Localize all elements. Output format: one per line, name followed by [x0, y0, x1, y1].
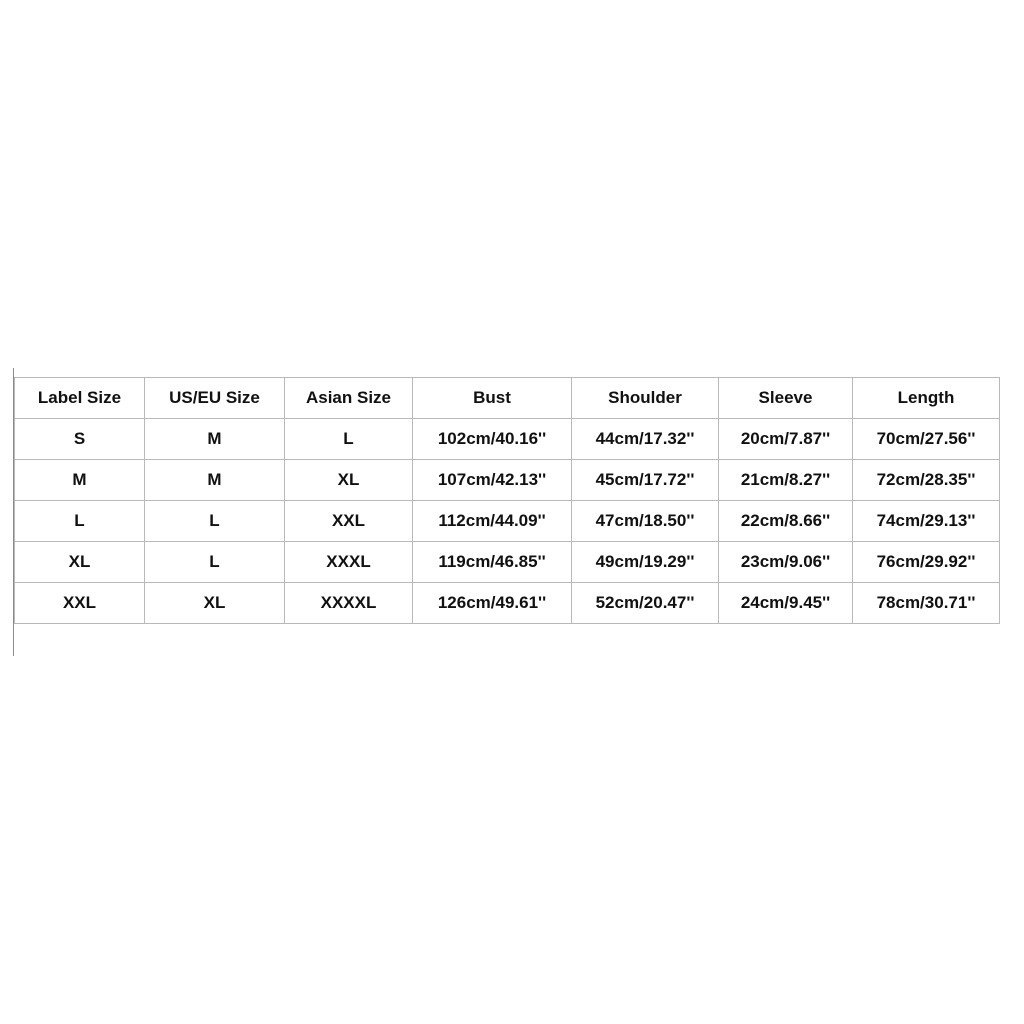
cell-length: 70cm/27.56''	[853, 419, 1000, 460]
table-row	[15, 460, 1000, 501]
cell-us-eu-size: XL	[145, 583, 285, 624]
cell-shoulder: 49cm/19.29''	[572, 542, 719, 583]
cell-sleeve: 24cm/9.45''	[719, 583, 853, 624]
header-shoulder: Shoulder	[572, 378, 719, 419]
cell-length: 74cm/29.13''	[853, 501, 1000, 542]
cell-asian-size: XXXXL	[285, 583, 413, 624]
cell-us-eu-size: L	[145, 501, 285, 542]
cell-asian-size: XXL	[285, 501, 413, 542]
header-asian-size: Asian Size	[285, 378, 413, 419]
cell-us-eu-size: L	[145, 542, 285, 583]
header-label-size: Label Size	[15, 378, 145, 419]
cell-bust: 126cm/49.61''	[413, 583, 572, 624]
cell-length: 76cm/29.92''	[853, 542, 1000, 583]
cell-us-eu-size: M	[145, 460, 285, 501]
table-row	[15, 501, 1000, 542]
header-us-eu-size: US/EU Size	[145, 378, 285, 419]
table-row	[15, 419, 1000, 460]
cell-label-size: M	[15, 460, 145, 501]
cell-sleeve: 20cm/7.87''	[719, 419, 853, 460]
table-header-row	[15, 378, 1000, 419]
cell-bust: 107cm/42.13''	[413, 460, 572, 501]
cell-label-size: XL	[15, 542, 145, 583]
cell-bust: 102cm/40.16''	[413, 419, 572, 460]
cell-length: 78cm/30.71''	[853, 583, 1000, 624]
table-row	[15, 542, 1000, 583]
table-row	[15, 583, 1000, 624]
cell-sleeve: 22cm/8.66''	[719, 501, 853, 542]
cell-sleeve: 23cm/9.06''	[719, 542, 853, 583]
cell-shoulder: 44cm/17.32''	[572, 419, 719, 460]
cell-shoulder: 47cm/18.50''	[572, 501, 719, 542]
cell-shoulder: 52cm/20.47''	[572, 583, 719, 624]
cell-asian-size: L	[285, 419, 413, 460]
header-length: Length	[853, 378, 1000, 419]
cell-length: 72cm/28.35''	[853, 460, 1000, 501]
cell-label-size: L	[15, 501, 145, 542]
cell-asian-size: XXXL	[285, 542, 413, 583]
header-bust: Bust	[413, 378, 572, 419]
cell-shoulder: 45cm/17.72''	[572, 460, 719, 501]
header-sleeve: Sleeve	[719, 378, 853, 419]
cell-bust: 119cm/46.85''	[413, 542, 572, 583]
size-chart-table	[14, 377, 1000, 624]
cell-label-size: XXL	[15, 583, 145, 624]
cell-sleeve: 21cm/8.27''	[719, 460, 853, 501]
cell-label-size: S	[15, 419, 145, 460]
cell-bust: 112cm/44.09''	[413, 501, 572, 542]
cell-asian-size: XL	[285, 460, 413, 501]
cell-us-eu-size: M	[145, 419, 285, 460]
